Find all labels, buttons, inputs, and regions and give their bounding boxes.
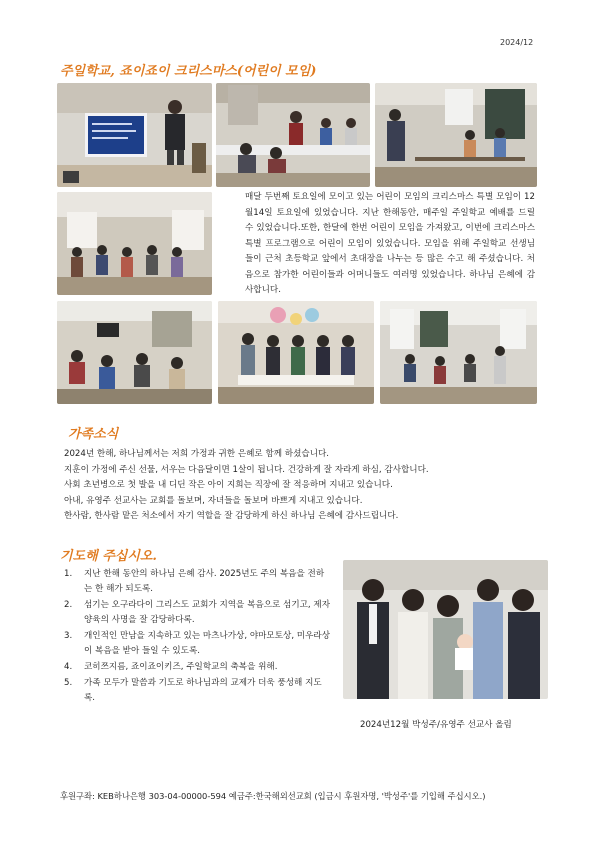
prayer-item: [64, 676, 332, 706]
prayer-item: [64, 660, 332, 675]
family-line: 2024년 한해, 하나님께서는 저희 가정과 귀한 은혜로 함께 하셨습니다.: [64, 449, 330, 459]
prayer-item: [64, 629, 332, 659]
prayer-item-number: 4.: [64, 662, 73, 672]
prayer-item: [64, 598, 332, 628]
prayer-item-number: 3.: [64, 631, 73, 641]
prayer-item-text: 가족 모두가 말씀과 기도로 하나님과의 교제가 더욱 풍성해 지도록.: [84, 678, 322, 703]
prayer-heading: 기도해 주십시오.: [60, 549, 157, 564]
photo-family-portrait: [343, 560, 548, 699]
family-news-text: [64, 447, 544, 525]
prayer-item-text: 코히쯔지름, 죠이죠이키즈, 주일학교의 축복을 위해.: [84, 662, 278, 672]
family-line: 한사람, 한사람 맡은 처소에서 자기 역할을 잘 감당하게 하신 하나님 은혜에 감사드립니다.: [64, 511, 399, 521]
prayer-item-text: 개인적인 만남을 지속하고 있는 마츠나가상, 야마모토상, 미우라상이 복음을 받아 들일 수 있도록.: [84, 631, 330, 656]
photo-audience-room: [57, 301, 212, 404]
photo-group-seated: [57, 192, 212, 295]
photo-children-playing: [375, 83, 537, 187]
prayer-list: [64, 567, 332, 707]
sunday-school-paragraph: 매달 두번째 토요일에 모이고 있는 어린이 모임의 크리스마스 특별 모임이 12월14일 토요일에 있었습니다. 지난 한해동안, 매주일 주일학교 예배를 드릴 수 있었습니다.또한, 한달에 한번 어린이 모임을 가져왔고, 이번에 크리스마스 특별 프로그램으로 어린이 모임이 있었습니다. 모임을 위해 주일학교 선생님들이 근처 초등학교 앞에서 초대장을 나누는 등 많은 수고 해 주셨습니다. 처음으로 참가한 어린이들과 어머니들도 여러명 있었습니다. 하나님 은혜에 감사합니다.: [245, 192, 535, 295]
prayer-item-number: 2.: [64, 600, 73, 610]
photo-worship-projector: [57, 83, 212, 187]
family-line: 지훈이 가정에 주신 선물, 서우는 다음달이면 1살이 됩니다. 건강하게 잘 자라게 하심, 감사합니다.: [64, 464, 429, 475]
prayer-item: [64, 567, 332, 597]
prayer-item-text: 섬기는 오구라다이 그리스도 교회가 지역을 복음으로 섬기고, 제자양육의 사명을 잘 감당하다록.: [84, 600, 330, 625]
issue-date: 2024/12: [500, 38, 534, 47]
donation-account-footer: 후원구좌: KEB하나은행 303-04-00000-594 예금주:한국해외선교회 (입금시 후원자명, '박성주'를 기입해 주십시오.): [60, 791, 486, 801]
signature: 2024년12월 박성주/유영주 선교사 올림: [360, 720, 512, 730]
family-line: 아내, 유영주 선교사는 교회를 돌보며, 자녀들을 돌보며 바쁘게 지내고 있습니다.: [64, 495, 363, 506]
sunday-school-heading: 주일학교, 죠이죠이 크리스마스(어린이 모임): [60, 64, 317, 79]
prayer-item-number: 1.: [64, 569, 73, 579]
photo-christmas-stage: [218, 301, 374, 404]
family-line: 사회 초년병으로 첫 발을 내 디딘 작은 아이 지희는 직장에 잘 적응하며 지내고 있습니다.: [64, 480, 393, 490]
photo-audience-chairs: [380, 301, 537, 404]
prayer-item-number: 5.: [64, 678, 73, 688]
photo-children-table: [216, 83, 370, 187]
family-news-heading: 가족소식: [68, 427, 119, 442]
prayer-item-text: 지난 한해 동안의 하나님 은혜 감사. 2025년도 주의 복음을 전하는 한 해가 되도록.: [84, 569, 325, 594]
